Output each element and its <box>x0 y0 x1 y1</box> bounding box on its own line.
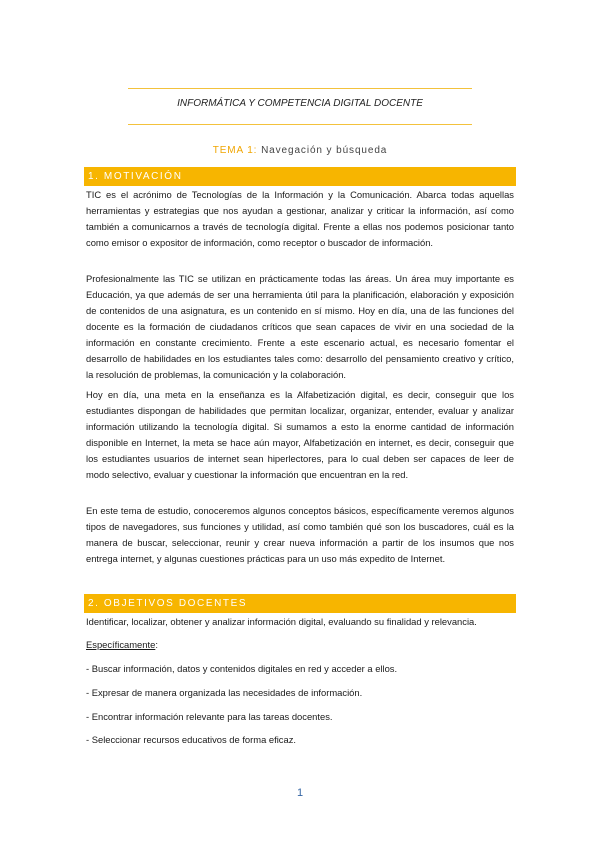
topic-title <box>0 145 600 156</box>
objectives-specific-label: Específicamente <box>86 639 156 650</box>
objective-item: - Expresar de manera organizada las necesidades de información. <box>86 687 363 698</box>
objective-item: - Seleccionar recursos educativos de forma eficaz. <box>86 734 296 745</box>
motivation-paragraph-1: TIC es el acrónimo de Tecnologías de la Información y la Comunicación. Abarca todas aquellas herramientas y estrategias que nos ayudan a gestionar, analizar y criticar la información, así como también a comunicarnos a través de tecnología digital. Frente a ellas nos podemos posicionar tanto como emisor o expositor de información, como receptor o buscador de información. <box>86 189 514 248</box>
section-heading-objectives: 2. OBJETIVOS DOCENTES <box>84 594 516 613</box>
objective-item: - Buscar información, datos y contenidos digitales en red y acceder a ellos. <box>86 663 398 674</box>
objectives-specific-heading <box>86 637 514 653</box>
topic-label: TEMA 1: <box>212 145 258 156</box>
document-header-title: INFORMÁTICA Y COMPETENCIA DIGITAL DOCENTE <box>177 98 423 109</box>
header-top-rule <box>128 88 472 89</box>
motivation-paragraph-4: En este tema de estudio, conoceremos algunos conceptos básicos, específicamente veremos algunos tipos de navegadores, sus funciones y utilidad, así como también qué son los buscadores, cuál es la manera de buscar, seleccionar, reunir y crear nueva información a partir de los insumos que nos entrega internet, y algunas cuestiones prácticas para un uso más expedito de Internet. <box>86 505 514 564</box>
objectives-specific-suffix: : <box>155 639 158 650</box>
motivation-paragraph-2: Profesionalmente las TIC se utilizan en prácticamente todas las áreas. Un área muy importante es Educación, ya que además de ser una herramienta útil para la planificación, elaboración y exposición de contenidos de una asignatura, es un contenido en sí mismo. Hoy en día, una de las funciones del docente es la formación de ciudadanos críticos que sean capaces de vivir en una sociedad de la información en constante crecimiento. Frente a este escenario actual, es necesario fomentar el desarrollo de habilidades en los estudiantes tales como: desarrollo del pensamiento creativo y crítico, la resolución de problemas, la comunicación y la colaboración. <box>86 273 514 380</box>
objectives-intro: Identificar, localizar, obtener y analizar información digital, evaluando su finalidad y relevancia. <box>86 616 477 627</box>
topic-subtitle: Navegación y búsqueda <box>261 145 388 156</box>
section-heading-motivation: 1. MOTIVACIÓN <box>84 167 516 186</box>
page-number: 1 <box>296 787 304 799</box>
header-bottom-rule <box>128 124 472 125</box>
objective-item: - Encontrar información relevante para las tareas docentes. <box>86 711 333 722</box>
motivation-paragraph-3: Hoy en día, una meta en la enseñanza es la Alfabetización digital, es decir, conseguir que los estudiantes dispongan de habilidades que permitan localizar, organizar, entender, evaluar y analizar información utilizando la tecnología digital. Si sumamos a esto la enorme cantidad de información disponible en Internet, la meta se hace aún mayor, Alfabetización en internet, es decir, conseguir que los estudiantes usuarios de internet sean hiperlectores, para lo cual deben ser capaces de leer de modo selectivo, evaluar y cuestionar la información que encuentran en la red. <box>86 389 514 480</box>
